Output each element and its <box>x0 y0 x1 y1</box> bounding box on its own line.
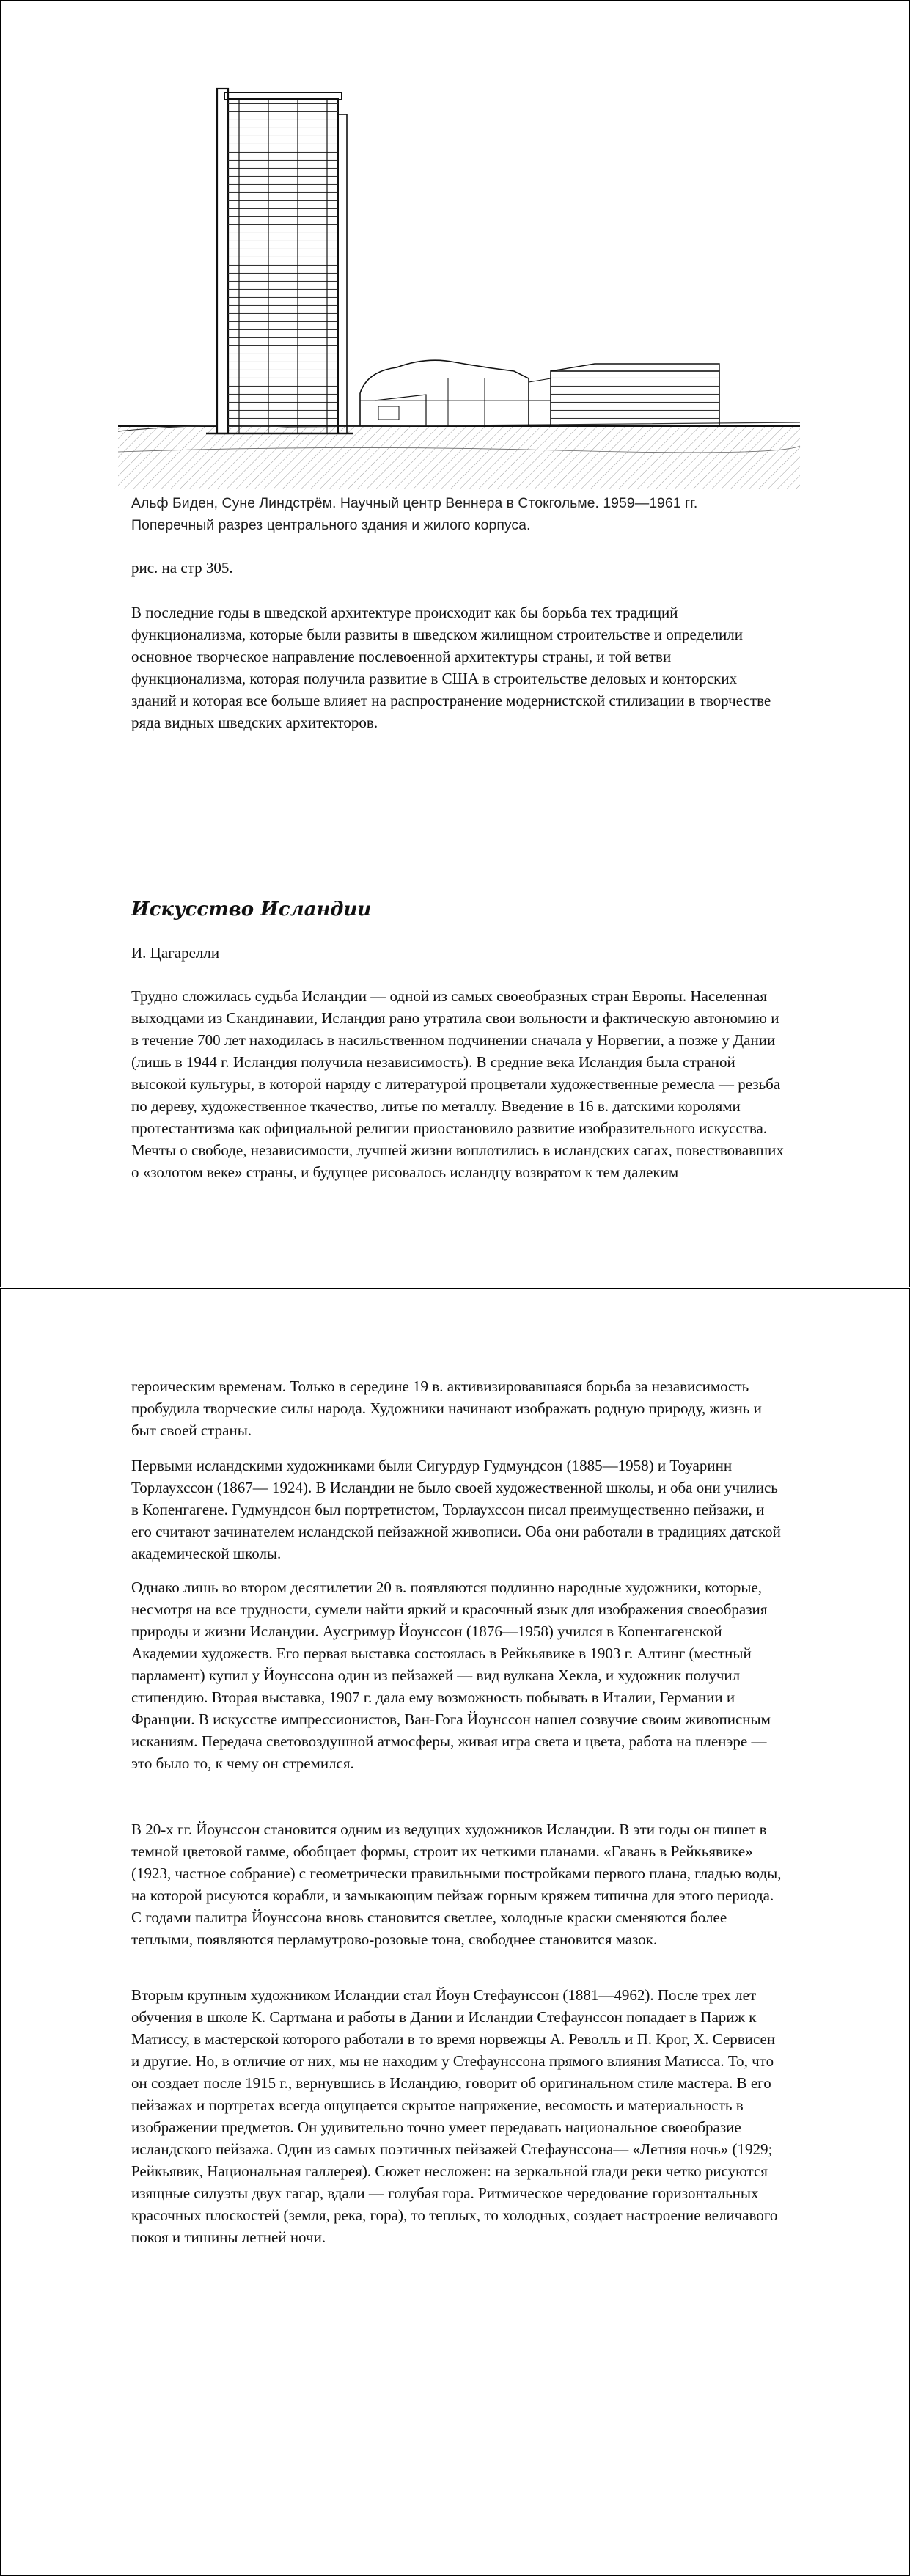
paragraph: В 20-х гг. Йоунссон становится одним из ведущих художников Исландии. В эти годы он пишет в темной цветовой гамме, обобщает формы, строит их четкими планами. «Гавань в Рейкьявике» (1923, частное собрание) с геометрически правильными постройками первого плана, гладью воды, на которой рисуются корабли, и замыкающим пейзаж горным кряжем типична для этого периода. С годами палитра Йоунссона вновь становится светлее, холодные краски сменяются более теплыми, появляются перламутрово-розовые тона, свободнее становится мазок. <box>131 1821 782 1948</box>
paragraph-intro: В последние годы в шведской архитектуре происходит как бы борьба тех традиций функционализма, которые были развиты в шведском жилищном строительстве и определили основное творческое направление послевоенной архитектуры страны, и той ветви функционализма, которая получила развитие в США в строительстве деловых и конторских зданий и которая все больше влияет на распространение модернистской стилизации в творчестве ряда видных шведских архитекторов. <box>131 604 771 731</box>
paragraph: героическим временам. Только в середине 19 в. активизировавшаяся борьба за независимость пробудила творческие силы народа. Художники начинают изображать родную природу, жизнь и быт своей страны. <box>131 1377 762 1439</box>
paragraph: Первыми исландскими художниками были Сигурдур Гудмундсон (1885—1958) и Тоуаринн Торлаухссон (1867— 1924). В Исландии не было своей художественной школы, и оба они учились в Копенгагене. Гудмундсон был портретистом, Торлаухссон писал преимущественно пейзажи, и его считают зачинателем исландской пейзажной живописи. Оба они работали в традициях датской академической школы. <box>131 1457 781 1562</box>
document-page-2 <box>0 1288 910 2576</box>
paragraph: Вторым крупным художником Исландии стал Йоун Стефаунссон (1881—4962). После трех лет обучения в школе К. Сартмана и работы в Дании и Исландии Стефаунссон попадает в Париж к Матиссу, в мастерской которого работали в то время норвежцы А. Револль и П. Крог, Х. Сервисен и другие. Но, в отличие от них, мы не находим у Стефаунссона прямого влияния Матисса. То, что он создает после 1915 г., вернувшись в Исландию, говорит об оригинальном стиле мастера. В его пейзажах и портретах всегда ощущается скрытое напряжение, весомость и материальность в изображении предметов. Он удивительно точно умеет передавать национальное своеобразие исландского пейзажа. Один из самых поэтичных пейзажей Стефаунссона— «Летняя ночь» (1929; Рейкьявик, Национальная галлерея). Сюжет несложен: на зеркальной глади реки четко рисуются изящные силуэты двух гагар, вдали — голубая гора. Ритмическое чередование горизонтальных красочных плоскостей (земля, река, гора), то теплых, то холодных, создает настроение величавого покоя и тишины летней ночи. <box>131 1986 778 2246</box>
figure-caption: Альф Биден, Суне Линдстрём. Научный центр Веннера в Стокгольме. 1959—1961 гг. Поперечный разрез центрального здания и жилого корпуса. <box>131 495 698 533</box>
section-title: Искусство Исландии <box>131 899 372 921</box>
architectural-section-drawing <box>118 56 807 492</box>
paragraph: Трудно сложилась судьба Исландии — одной из самых своеобразных стран Европы. Населенная выходцами из Скандинавии, Исландия рано утратила свои вольности и фактическую автономию и в течение 700 лет находилась в насильственном подчинении сначала у Норвегии, а позже у Дании (лишь в 1944 г. Исландия получила независимость). В средние века Исландия была страной высокой культуры, в которой наряду с литературой процветали художественные ремесла — резьба по дереву, художественное ткачество, литье по металлу. Введение в 16 в. датскими королями протестантизма как официальной религии приостановило развитие изобразительного искусства. Мечты о свободе, независимости, лучшей жизни воплотились в исландских сагах, повествовавших о «золотом веке» страны, и будущее рисовалось исландцу возвратом к тем далеким <box>131 987 784 1181</box>
document-page-1 <box>0 0 910 1287</box>
author-name: И. Цагарелли <box>131 944 220 962</box>
paragraph: Однако лишь во втором десятилетии 20 в. появляются подлинно народные художники, которые, несмотря на все трудности, сумели найти яркий и красочный язык для изображения своеобразия природы и жизни Исландии. Аусгримур Йоунссон (1876—1958) учился в Копенгагенской Академии художеств. Его первая выставка состоялась в Рейкьявике в 1903 г. Алтинг (местный парламент) купил у Йоунссона один из пейзажей — вид вулкана Хекла, и художник получил стипендию. Вторая выставка, 1907 г. дала ему возможность побывать в Италии, Германии и Франции. В искусстве импрессионистов, Ван-Гога Йоунссон нашел созвучие своим живописным исканиям. Передача световоздушной атмосферы, живая игра света и цвета, работа на пленэре — это было то, к чему он стремился. <box>131 1578 771 1772</box>
figure-reference: рис. на стр 305. <box>131 559 233 577</box>
